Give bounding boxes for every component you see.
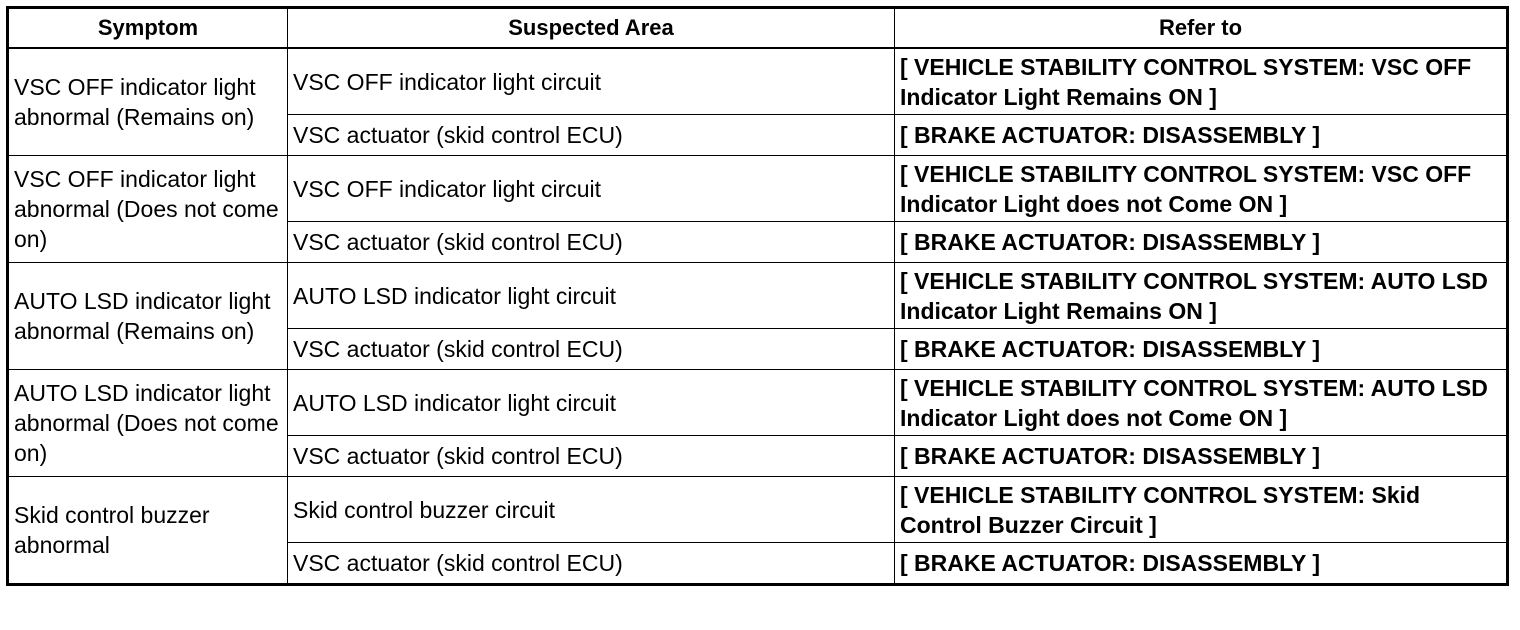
table-row	[8, 477, 1508, 543]
symptom-cell: VSC OFF indicator light abnormal (Remains on)	[8, 48, 288, 156]
diagnostic-table	[6, 6, 1509, 586]
refer-link[interactable]: [ VEHICLE STABILITY CONTROL SYSTEM: Skid Control Buzzer Circuit ]	[895, 477, 1508, 543]
table-row	[8, 370, 1508, 436]
header-symptom: Symptom	[8, 8, 288, 49]
table-row	[8, 156, 1508, 222]
suspected-area-cell: VSC actuator (skid control ECU)	[288, 436, 895, 477]
refer-link[interactable]: [ VEHICLE STABILITY CONTROL SYSTEM: VSC OFF Indicator Light does not Come ON ]	[895, 156, 1508, 222]
symptom-cell: Skid control buzzer abnormal	[8, 477, 288, 585]
symptom-cell: VSC OFF indicator light abnormal (Does not come on)	[8, 156, 288, 263]
refer-link[interactable]: [ BRAKE ACTUATOR: DISASSEMBLY ]	[895, 329, 1508, 370]
suspected-area-cell: VSC actuator (skid control ECU)	[288, 222, 895, 263]
refer-link[interactable]: [ BRAKE ACTUATOR: DISASSEMBLY ]	[895, 115, 1508, 156]
symptom-cell: AUTO LSD indicator light abnormal (Remains on)	[8, 263, 288, 370]
table-row	[8, 48, 1508, 115]
suspected-area-cell: VSC actuator (skid control ECU)	[288, 543, 895, 585]
header-refer-to: Refer to	[895, 8, 1508, 49]
suspected-area-cell: VSC OFF indicator light circuit	[288, 48, 895, 115]
refer-link[interactable]: [ VEHICLE STABILITY CONTROL SYSTEM: AUTO LSD Indicator Light does not Come ON ]	[895, 370, 1508, 436]
header-suspected-area: Suspected Area	[288, 8, 895, 49]
refer-link[interactable]: [ VEHICLE STABILITY CONTROL SYSTEM: AUTO LSD Indicator Light Remains ON ]	[895, 263, 1508, 329]
symptom-cell: AUTO LSD indicator light abnormal (Does not come on)	[8, 370, 288, 477]
suspected-area-cell: Skid control buzzer circuit	[288, 477, 895, 543]
suspected-area-cell: AUTO LSD indicator light circuit	[288, 263, 895, 329]
header-row	[8, 8, 1508, 49]
suspected-area-cell: VSC OFF indicator light circuit	[288, 156, 895, 222]
refer-link[interactable]: [ BRAKE ACTUATOR: DISASSEMBLY ]	[895, 543, 1508, 585]
refer-link[interactable]: [ BRAKE ACTUATOR: DISASSEMBLY ]	[895, 436, 1508, 477]
suspected-area-cell: VSC actuator (skid control ECU)	[288, 115, 895, 156]
refer-link[interactable]: [ VEHICLE STABILITY CONTROL SYSTEM: VSC OFF Indicator Light Remains ON ]	[895, 48, 1508, 115]
suspected-area-cell: VSC actuator (skid control ECU)	[288, 329, 895, 370]
table-row	[8, 263, 1508, 329]
suspected-area-cell: AUTO LSD indicator light circuit	[288, 370, 895, 436]
refer-link[interactable]: [ BRAKE ACTUATOR: DISASSEMBLY ]	[895, 222, 1508, 263]
